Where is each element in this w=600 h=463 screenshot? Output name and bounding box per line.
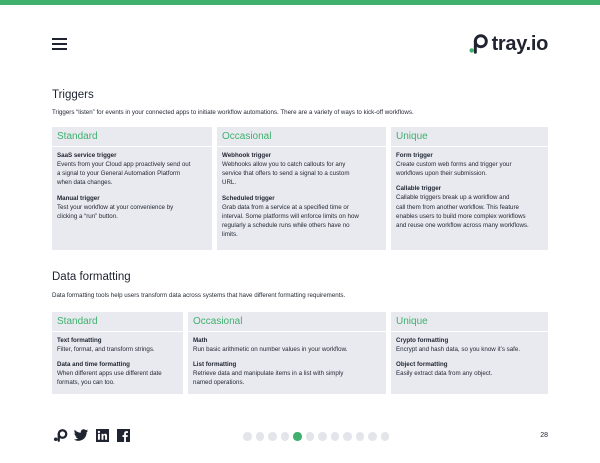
page-number: 28	[540, 432, 548, 439]
item-description: Filter, format, and transform strings.	[57, 346, 155, 353]
item-title: SaaS service trigger	[57, 152, 117, 159]
card-heading: Occasional	[193, 316, 243, 327]
item-title: Data and time formatting	[57, 361, 130, 369]
data-formatting-title: Data formatting	[52, 271, 131, 283]
item-description: Encrypt and hash data, so you know it’s safe.	[396, 346, 521, 353]
item-title: Object formatting	[396, 361, 448, 369]
triggers-occasional-card	[217, 127, 386, 250]
item-title: Form trigger	[396, 152, 433, 159]
item-description: Easily extract data from any object.	[396, 370, 493, 378]
triggers-subtitle: Triggers “listen” for events in your connected apps to initiate workflow automations. There are a variety of ways to kick-off workflows.	[52, 109, 414, 116]
item-description: Webhooks allow you to catch callouts for any service that offers to send a signal to a custom URL.	[222, 161, 350, 187]
item-title: Math	[193, 337, 208, 344]
pagination-dot[interactable]	[306, 432, 315, 441]
item-title: List formatting	[193, 361, 237, 369]
pagination-dot[interactable]	[356, 432, 365, 441]
pagination-dot[interactable]	[343, 432, 352, 441]
card-heading: Standard	[57, 131, 98, 142]
pagination-dot[interactable]	[256, 432, 265, 441]
formatting-unique-card	[391, 312, 548, 394]
item-title: Scheduled trigger	[222, 194, 275, 202]
item-description: When different apps use different date formats, you can too.	[57, 370, 162, 387]
pagination-dots	[243, 432, 389, 441]
item-description: Events from your Cloud app proactively send out a signal to your General Automation Platform when data changes.	[57, 161, 191, 187]
formatting-occasional-card	[188, 312, 386, 394]
item-title: Text formatting	[57, 337, 102, 344]
tray-logo-icon	[468, 33, 490, 55]
item-description: Run basic arithmetic on number values in your workflow.	[193, 346, 348, 353]
tray-icon[interactable]	[52, 428, 70, 442]
item-description: Test your workflow at your convenience by clicking a “run” button.	[57, 203, 174, 220]
triggers-unique-card	[391, 127, 548, 250]
item-description: Retrieve data and manipulate items in a list with simply named operations.	[193, 370, 344, 387]
item-title: Crypto formatting	[396, 337, 449, 344]
pagination-dot[interactable]	[331, 432, 340, 441]
data-formatting-subtitle: Data formatting tools help users transform data across systems that have different formatting requirements.	[52, 292, 346, 299]
logo-text: tray.io	[491, 32, 548, 55]
hamburger-menu-icon[interactable]	[52, 38, 67, 50]
twitter-icon[interactable]	[73, 428, 89, 442]
item-title: Manual trigger	[57, 194, 100, 202]
pagination-dot[interactable]	[318, 432, 327, 441]
linkedin-icon[interactable]	[95, 428, 109, 442]
triggers-standard-card	[52, 127, 212, 250]
card-heading: Occasional	[222, 131, 272, 142]
item-description: Create custom web forms and trigger your workflows upon their submission.	[396, 161, 512, 178]
item-description: Grab data from a service at a specified time or interval. Some platforms will enforce limits on how regularly a schedule runs while others have no limits.	[222, 203, 359, 239]
item-title: Callable trigger	[396, 185, 442, 193]
facebook-icon[interactable]	[116, 428, 130, 442]
card-heading: Standard	[57, 316, 98, 327]
card-heading: Unique	[396, 316, 428, 327]
pagination-dot[interactable]	[268, 432, 277, 441]
pagination-dot[interactable]	[381, 432, 390, 441]
item-description: Callable triggers break up a workflow and call them from another workflow. This feature enables users to build more complex workflows and reuse one workflow across many workflows.	[396, 194, 529, 230]
card-heading: Unique	[396, 131, 428, 142]
pagination-dot[interactable]	[243, 432, 252, 441]
pagination-dot-active[interactable]	[293, 432, 302, 441]
triggers-title: Triggers	[52, 89, 94, 101]
pagination-dot[interactable]	[281, 432, 290, 441]
pagination-dot[interactable]	[368, 432, 377, 441]
item-title: Webhook trigger	[222, 152, 272, 159]
formatting-standard-card	[52, 312, 183, 394]
tray-logo[interactable]	[468, 32, 548, 56]
top-accent-bar	[0, 0, 600, 5]
